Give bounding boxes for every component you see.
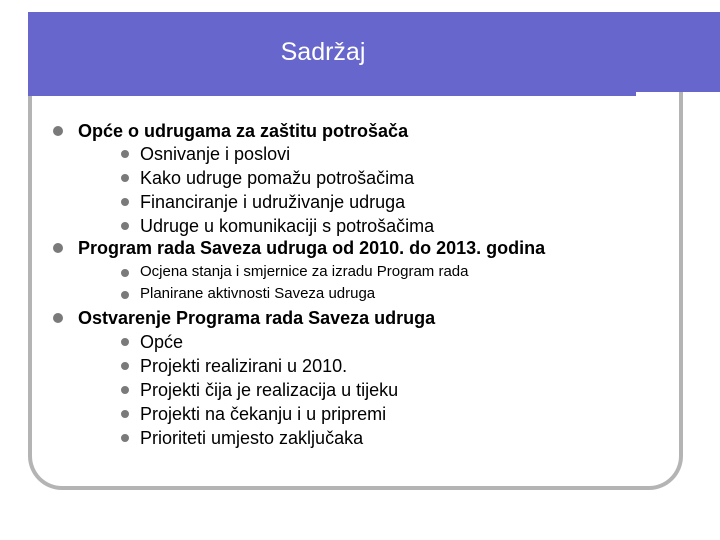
bullet-icon [121,174,129,182]
bullet-icon [121,434,129,442]
list-item: Udruge u komunikaciji s potrošačima [140,216,435,236]
bullet-icon [121,410,129,418]
bullet-icon [121,338,129,346]
bullet-icon [53,126,63,136]
list-item: Planirane aktivnosti Saveza udruga [140,285,376,302]
slide-title: Sadržaj [280,38,366,66]
bullet-icon [53,243,63,253]
bullet-icon [121,386,129,394]
list-item: Prioriteti umjesto zaključaka [140,428,364,448]
bullet-icon [121,198,129,206]
list-item: Financiranje i udruživanje udruga [140,192,406,212]
section-heading: Program rada Saveza udruga od 2010. do 2013. godina [78,238,546,258]
bullet-icon [121,150,129,158]
section-heading: Ostvarenje Programa rada Saveza udruga [78,308,436,328]
bullet-icon [121,222,129,230]
list-item: Projekti čija je realizacija u tijeku [140,380,399,400]
list-item: Kako udruge pomažu potrošačima [140,168,415,188]
list-item: Osnivanje i poslovi [140,144,291,164]
bullet-icon [121,269,129,277]
list-item: Projekti realizirani u 2010. [140,356,348,376]
list-item: Opće [140,332,184,352]
section-heading: Opće o udrugama za zaštitu potrošača [78,121,409,141]
header-underline [28,92,636,96]
bullet-icon [121,362,129,370]
list-item: Ocjena stanja i smjernice za izradu Program rada [140,263,469,280]
bullet-icon [121,291,129,299]
list-item: Projekti na čekanju i u pripremi [140,404,387,424]
bullet-icon [53,313,63,323]
